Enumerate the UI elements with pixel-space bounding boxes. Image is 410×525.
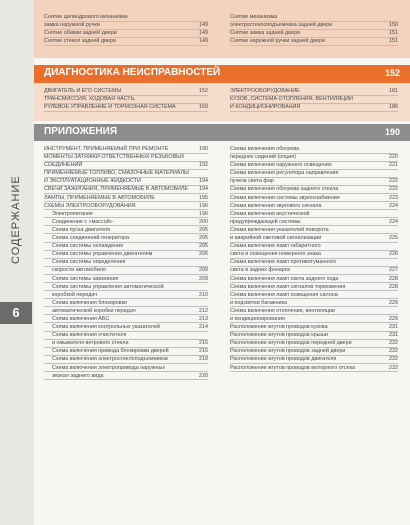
toc-entry-title: Схема пуска двигателя <box>52 226 110 233</box>
toc-entry-page: 196 <box>199 202 208 209</box>
toc-entry-title: Схема системы управления автоматической <box>52 283 164 290</box>
toc-entry[interactable] <box>230 324 398 332</box>
toc-entry-page: 194 <box>199 178 208 185</box>
toc-entry[interactable] <box>230 348 398 356</box>
toc-entry[interactable] <box>230 96 398 104</box>
toc-entry[interactable] <box>44 219 208 227</box>
toc-entry-title: СОЕДИНЕНИЙ <box>44 162 83 169</box>
toc-entry[interactable] <box>44 146 208 154</box>
toc-entry-page: 231 <box>389 324 398 331</box>
toc-entry-title: Расположение жгутов проводов двигателя <box>230 356 337 363</box>
toc-entry-title: Схема включения электропривода наружных <box>52 364 166 371</box>
toc-entry-title: ЛАМПЫ, ПРИМЕНЯЕМЫЕ В АВТОМОБИЛЕ <box>44 194 155 201</box>
toc-entry-page: 214 <box>199 324 208 331</box>
toc-entry-title: предупреждающей системы <box>230 218 301 225</box>
toc-entry-title: электростеклоподъемника задней двери <box>230 22 333 29</box>
toc-entry-page: 149 <box>199 38 208 45</box>
toc-entry[interactable] <box>44 340 208 348</box>
toc-entry-title: Снятие наружной ручки задней двери <box>230 38 325 45</box>
toc-entry[interactable] <box>44 332 208 340</box>
toc-entry-page: 149 <box>199 22 208 29</box>
toc-entry[interactable] <box>230 365 398 373</box>
toc-entry-page: 226 <box>389 251 398 258</box>
toc-entry-page: 232 <box>389 348 398 355</box>
toc-entry[interactable] <box>230 267 398 275</box>
toc-entry-title: СВЕЧИ ЗАЖИГАНИЯ, ПРИМЕНЯЕМЫЕ В АВТОМОБИЛЕ <box>44 186 189 193</box>
toc-entry-title: Расположение жгутов проводов кузова <box>230 324 328 331</box>
toc-entry[interactable] <box>44 300 208 308</box>
toc-entry-title: Снятие механизма <box>230 14 278 20</box>
section-title: ПРИЛОЖЕНИЯ <box>44 126 118 137</box>
toc-entry-page: 150 <box>389 22 398 29</box>
toc-entry-title: СХЕМЫ ЭЛЕКТРООБОРУДОВАНИЯ <box>44 202 136 209</box>
section-page: 190 <box>384 127 400 137</box>
toc-entry-title: Снятие замка задней двери <box>230 30 300 37</box>
toc-column-right <box>230 146 398 373</box>
toc-entry-title: скорости автомобиля <box>52 267 106 274</box>
toc-entry-page: 209 <box>199 275 208 282</box>
toc-entry-page: 232 <box>389 356 398 363</box>
toc-entry-title: и омывателя ветрового стекла <box>52 340 129 347</box>
toc-entry-title: Схема включения ламп освещения салона <box>230 291 338 298</box>
toc-entry-title: Схема включения акустической <box>230 210 310 217</box>
toc-entry-page: 186 <box>389 104 398 111</box>
toc-entry-page: 223 <box>389 194 398 201</box>
toc-entry-page: 151 <box>389 30 398 37</box>
toc-entry-title: Снятие цилиндрового механизма <box>44 14 128 20</box>
toc-entry[interactable] <box>44 276 208 284</box>
toc-entry[interactable] <box>230 259 398 267</box>
toc-entry[interactable] <box>230 284 398 292</box>
toc-entry-page: 190 <box>199 146 208 152</box>
toc-entry-page: 194 <box>199 186 208 193</box>
toc-entry[interactable] <box>230 235 398 243</box>
toc-entry-title: света и освещения номерного знака <box>230 251 321 258</box>
toc-entry-title: Схема включения звукового сигнала <box>230 202 322 209</box>
toc-entry[interactable] <box>44 30 208 38</box>
toc-entry[interactable] <box>230 186 398 194</box>
toc-entry[interactable] <box>44 96 208 104</box>
toc-entry-title: зеркал заднего вида <box>52 372 104 379</box>
toc-entry-title: Схема включения контрольных указателей <box>52 324 160 331</box>
toc-entry-title: Схема включения очистителя <box>52 332 127 339</box>
toc-entry[interactable] <box>44 38 208 46</box>
toc-entry[interactable] <box>44 284 208 292</box>
section-title: ДИАГНОСТИКА НЕИСПРАВНОСТЕЙ <box>44 67 221 78</box>
toc-entry-title: Схема включения ламп противотуманного <box>230 259 337 266</box>
section-header-diagnostics[interactable] <box>34 65 410 83</box>
toc-entry-title: ЭЛЕКТРООБОРУДОВАНИЕ <box>230 88 300 94</box>
toc-entry-page: 152 <box>199 88 208 94</box>
toc-entry[interactable] <box>230 88 398 96</box>
toc-entry-page: 169 <box>199 104 208 111</box>
toc-entry[interactable] <box>44 308 208 316</box>
toc-entry-page: 229 <box>389 299 398 306</box>
toc-entry-title: Схема включения блокировки <box>52 299 127 306</box>
toc-entry[interactable] <box>44 373 208 381</box>
toc-entry-page: 222 <box>389 178 398 185</box>
diagnostics-entries <box>34 83 410 121</box>
toc-entry[interactable] <box>230 276 398 284</box>
toc-entry-page: 218 <box>199 356 208 363</box>
toc-entry-title: Схема включения наружного освещения <box>230 162 332 169</box>
toc-entry[interactable] <box>230 195 398 203</box>
toc-entry-title: и аварийной световой сигнализации <box>230 235 322 242</box>
toc-entry-page: 200 <box>199 218 208 225</box>
toc-entry-page: 216 <box>199 340 208 347</box>
toc-entry-title: Схема включения указателей поворота <box>230 226 329 233</box>
toc-entry-title: Схема включения АБС <box>52 315 110 322</box>
toc-column-right <box>230 14 398 46</box>
toc-entry[interactable] <box>230 154 398 162</box>
toc-column-left <box>44 88 208 112</box>
toc-entry-title: автоматической коробки передач <box>52 307 136 314</box>
toc-entry[interactable] <box>44 227 208 235</box>
toc-entry[interactable] <box>230 14 398 22</box>
toc-entry-title: Соединение с «массой» <box>52 218 113 225</box>
toc-entry-title: Схема включения системы звукоснабжения <box>230 194 340 201</box>
toc-entry-title: Схема включения электростеклоподъемников <box>52 356 168 363</box>
toc-entry[interactable] <box>230 219 398 227</box>
toc-entry[interactable] <box>230 356 398 364</box>
toc-entry[interactable] <box>230 178 398 186</box>
toc-entry[interactable] <box>44 186 208 194</box>
toc-entry-title: Схема системы управления двигателем <box>52 251 153 258</box>
toc-entry-page: 151 <box>389 38 398 45</box>
toc-entry[interactable] <box>44 235 208 243</box>
toc-entry-page: 222 <box>389 186 398 193</box>
toc-entry[interactable] <box>44 104 208 112</box>
toc-entry[interactable] <box>230 332 398 340</box>
toc-entry-title: передних сидений (опция) <box>230 154 296 161</box>
toc-entry-page: 232 <box>389 340 398 347</box>
toc-entry[interactable] <box>44 154 208 162</box>
toc-entry[interactable] <box>44 267 208 275</box>
toc-entry-page: 210 <box>199 291 208 298</box>
toc-entry[interactable] <box>230 300 398 308</box>
toc-entry-page: 212 <box>199 307 208 314</box>
toc-entry-page: 232 <box>389 364 398 371</box>
toc-entry-title: Схема включения ламп сигналов торможения <box>230 283 346 290</box>
toc-entry[interactable] <box>44 211 208 219</box>
toc-entry-title: света в задних фонарях <box>230 267 291 274</box>
toc-entry-title: Схема включения обогрева <box>230 146 300 152</box>
side-tab <box>0 0 32 525</box>
section-header-appendices[interactable] <box>34 124 410 141</box>
toc-entry[interactable] <box>230 251 398 259</box>
previous-section-continuation <box>34 0 410 58</box>
toc-entry-page: 231 <box>389 332 398 339</box>
toc-entry-title: Расположение жгутов проводов передней двери <box>230 340 352 347</box>
toc-entry-title: Схема включения регулятора направления <box>230 170 339 177</box>
toc-entry[interactable] <box>44 178 208 186</box>
toc-page <box>34 0 410 525</box>
toc-entry[interactable] <box>230 30 398 38</box>
toc-entry-title: И ЭКСПЛУАТАЦИОННЫЕ ЖИДКОСТИ <box>44 178 141 185</box>
toc-entry-page: 220 <box>389 154 398 161</box>
toc-entry[interactable] <box>44 88 208 96</box>
toc-entry[interactable] <box>230 227 398 235</box>
toc-entry[interactable] <box>230 170 398 178</box>
toc-entry[interactable] <box>230 243 398 251</box>
toc-entry-page: 149 <box>199 30 208 37</box>
toc-entry-page: 209 <box>199 267 208 274</box>
toc-entry-title: Схема соединений генератора <box>52 235 130 242</box>
toc-entry-title: ТРАНСМИССИЯ, ХОДОВАЯ ЧАСТЬ, <box>44 96 136 103</box>
toc-entry-page: 225 <box>389 235 398 242</box>
toc-entry-page: 228 <box>389 275 398 282</box>
toc-entry[interactable] <box>230 203 398 211</box>
toc-entry-title: Расположение жгутов проводов задней двери <box>230 348 346 355</box>
toc-column-left <box>44 14 208 46</box>
toc-entry-title: Электропитание <box>52 210 94 217</box>
toc-entry-page: 192 <box>199 162 208 169</box>
toc-entry-title: и подсветки багажника <box>230 299 287 306</box>
toc-entry-title: МОМЕНТЫ ЗАТЯЖКИ ОТВЕТСТВЕННЫХ РЕЗЬБОВЫХ <box>44 154 185 161</box>
side-section-label: СОДЕРЖАНИЕ <box>10 175 22 264</box>
toc-entry-title: коробкой передач <box>52 291 98 298</box>
toc-entry-page: 205 <box>199 243 208 250</box>
toc-entry-page: 205 <box>199 235 208 242</box>
toc-entry-page: 227 <box>389 267 398 274</box>
toc-entry[interactable] <box>44 203 208 211</box>
toc-entry[interactable] <box>44 195 208 203</box>
toc-entry-title: Расположение жгутов проводов крыши <box>230 332 328 339</box>
toc-entry-title: Схема системы определения <box>52 259 126 266</box>
toc-entry[interactable] <box>230 146 398 154</box>
toc-entry[interactable] <box>44 243 208 251</box>
toc-entry-page: 220 <box>199 372 208 379</box>
toc-entry-title: Схема системы охлаждения <box>52 243 124 250</box>
toc-entry-page: 224 <box>389 202 398 209</box>
toc-entry[interactable] <box>44 356 208 364</box>
toc-entry[interactable] <box>44 251 208 259</box>
toc-entry-page: 205 <box>199 226 208 233</box>
toc-entry-title: И КОНДИЦИОНИРОВАНИЯ <box>230 104 301 111</box>
toc-entry[interactable] <box>230 211 398 219</box>
toc-entry-title: Схема включения отопления, вентиляции <box>230 307 335 314</box>
toc-entry[interactable] <box>44 22 208 30</box>
toc-entry-title: замка наружной ручки <box>44 22 100 29</box>
toc-entry[interactable] <box>230 162 398 170</box>
toc-entry-page: 195 <box>199 194 208 201</box>
toc-column-right <box>230 88 398 112</box>
toc-entry[interactable] <box>44 162 208 170</box>
toc-entry[interactable] <box>230 340 398 348</box>
toc-entry[interactable] <box>44 324 208 332</box>
toc-entry[interactable] <box>44 170 208 178</box>
toc-entry-page: 224 <box>389 218 398 225</box>
toc-column-left <box>44 146 208 381</box>
toc-entry-title: Схема включения привода блокировки дверей <box>52 348 169 355</box>
toc-entry-title: ДВИГАТЕЛЬ И ЕГО СИСТЕМЫ <box>44 88 122 94</box>
toc-entry[interactable] <box>230 22 398 30</box>
section-page: 152 <box>384 68 400 78</box>
toc-entry-page: 221 <box>389 162 398 169</box>
toc-entry-title: Схема включения обогрева заднего стекла <box>230 186 339 193</box>
toc-entry-title: РУЛЕВОЕ УПРАВЛЕНИЕ И ТОРМОЗНАЯ СИСТЕМА <box>44 104 176 111</box>
toc-entry-title: Схема системы зажигания <box>52 275 119 282</box>
toc-entry-title: Снятие обивки задней двери <box>44 30 117 37</box>
toc-entry[interactable] <box>44 259 208 267</box>
toc-entry[interactable] <box>44 14 208 22</box>
toc-entry[interactable] <box>44 316 208 324</box>
toc-entry-page: 213 <box>199 315 208 322</box>
toc-entry-title: и кондиционирования <box>230 315 285 322</box>
toc-entry[interactable] <box>230 38 398 46</box>
toc-entry[interactable] <box>44 365 208 373</box>
toc-entry-title: Снятие стекол задней двери <box>44 38 116 45</box>
toc-entry[interactable] <box>230 316 398 324</box>
toc-entry-title: ПРИМЕНЯЕМЫЕ ТОПЛИВО, СМАЗОЧНЫЕ МАТЕРИАЛЫ <box>44 170 189 177</box>
toc-entry[interactable] <box>230 104 398 112</box>
toc-entry-title: Схема включения ламп света заднего хода <box>230 275 339 282</box>
toc-entry[interactable] <box>230 292 398 300</box>
toc-entry-title: КУЗОВ, СИСТЕМА ОТОПЛЕНИЯ, ВЕНТИЛЯЦИИ <box>230 96 353 103</box>
toc-entry-title: Расположение жгутов проводов моторного отсека <box>230 364 356 371</box>
toc-entry-page: 181 <box>389 88 398 94</box>
toc-entry[interactable] <box>44 292 208 300</box>
toc-entry-title: Схема включения ламп габаритного <box>230 243 321 250</box>
toc-entry-page: 196 <box>199 210 208 217</box>
toc-entry[interactable] <box>44 348 208 356</box>
toc-entry[interactable] <box>230 308 398 316</box>
toc-entry-page: 216 <box>199 348 208 355</box>
toc-entry-page: 206 <box>199 251 208 258</box>
toc-entry-page: 229 <box>389 315 398 322</box>
toc-entry-title: ИНСТРУМЕНТ, ПРИМЕНЯЕМЫЙ ПРИ РЕМОНТЕ <box>44 146 169 152</box>
toc-entry-page: 228 <box>389 283 398 290</box>
page-number: 6 <box>0 302 32 324</box>
toc-entry-title: пучков света фар <box>230 178 274 185</box>
